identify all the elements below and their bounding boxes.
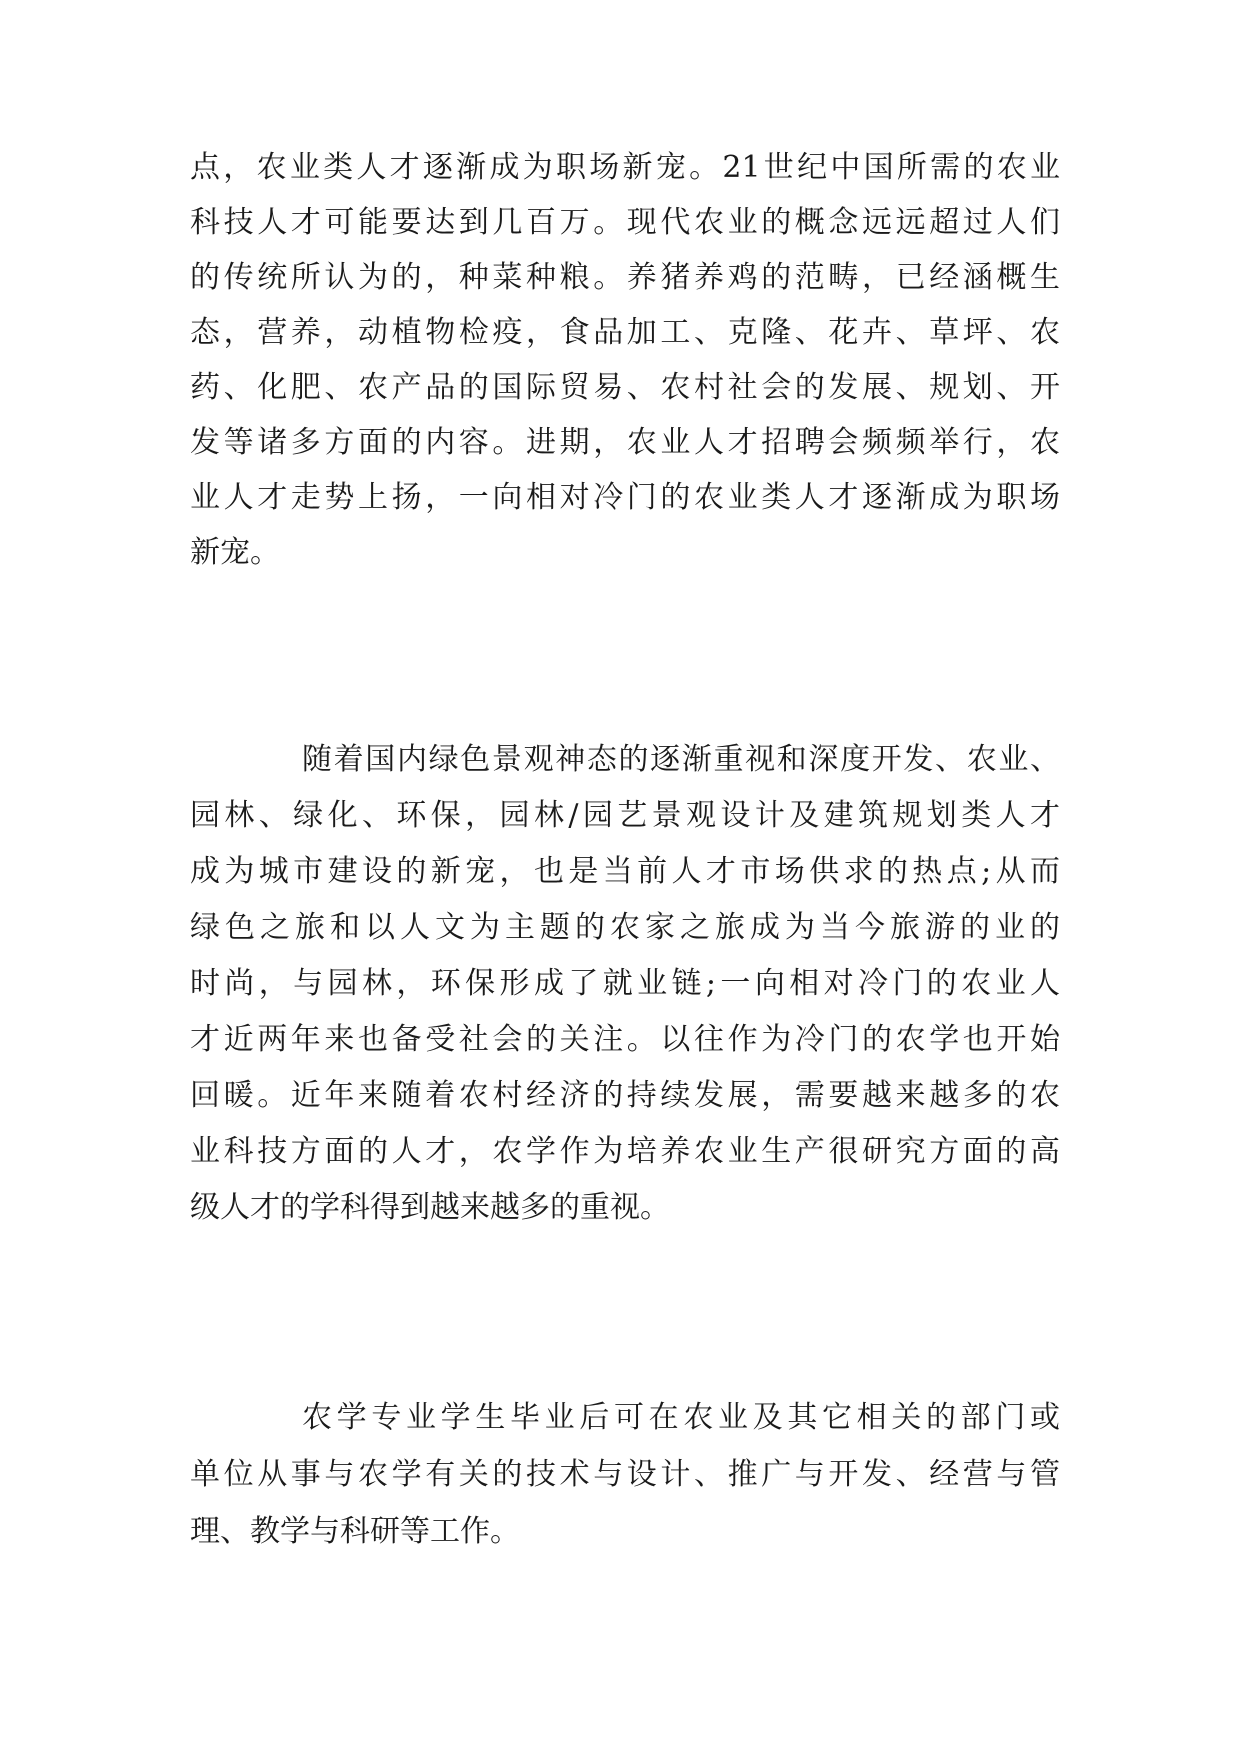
paragraph-line: 随着国内绿色景观神态的逐渐重视和深度开发、农业、 (302, 742, 1060, 777)
paragraph-line: 态，营养，动植物检疫，食品加工、克隆、花卉、草坪、农 (190, 315, 1060, 350)
paragraph-line: 业人才走势上扬，一向相对冷门的农业类人才逐渐成为职场 (190, 480, 1060, 515)
paragraph-line: 业科技方面的人才，农学作为培养农业生产很研究方面的高 (190, 1134, 1060, 1169)
paragraph-line: 园林、绿化、环保，园林/园艺景观设计及建筑规划类人才 (190, 798, 1060, 833)
paragraph-line: 绿色之旅和以人文为主题的农家之旅成为当今旅游的业的 (190, 910, 1060, 945)
paragraph-line: 的传统所认为的，种菜种粮。养猪养鸡的范畴，已经涵概生 (190, 260, 1060, 295)
paragraph-line: 理、教学与科研等工作。 (190, 1514, 520, 1549)
paragraph-line: 级人才的学科得到越来越多的重视。 (190, 1190, 670, 1225)
paragraph-line: 成为城市建设的新宠，也是当前人才市场供求的热点;从而 (190, 854, 1060, 889)
paragraph-line: 回暖。近年来随着农村经济的持续发展，需要越来越多的农 (190, 1078, 1060, 1113)
paragraph-line: 单位从事与农学有关的技术与设计、推广与开发、经营与管 (190, 1457, 1060, 1492)
paragraph-line: 药、化肥、农产品的国际贸易、农村社会的发展、规划、开 (190, 370, 1060, 405)
paragraph-line: 农学专业学生毕业后可在农业及其它相关的部门或 (302, 1400, 1060, 1435)
paragraph-line: 才近两年来也备受社会的关注。以往作为冷门的农学也开始 (190, 1022, 1060, 1057)
paragraph-line: 发等诸多方面的内容。进期，农业人才招聘会频频举行，农 (190, 425, 1060, 460)
paragraph-line: 时尚，与园林，环保形成了就业链;一向相对冷门的农业人 (190, 966, 1060, 1001)
paragraph-line: 新宠。 (190, 535, 280, 570)
paragraph-line: 科技人才可能要达到几百万。现代农业的概念远远超过人们 (190, 205, 1060, 240)
paragraph-line: 点，农业类人才逐渐成为职场新宠。21世纪中国所需的农业 (190, 150, 1060, 185)
